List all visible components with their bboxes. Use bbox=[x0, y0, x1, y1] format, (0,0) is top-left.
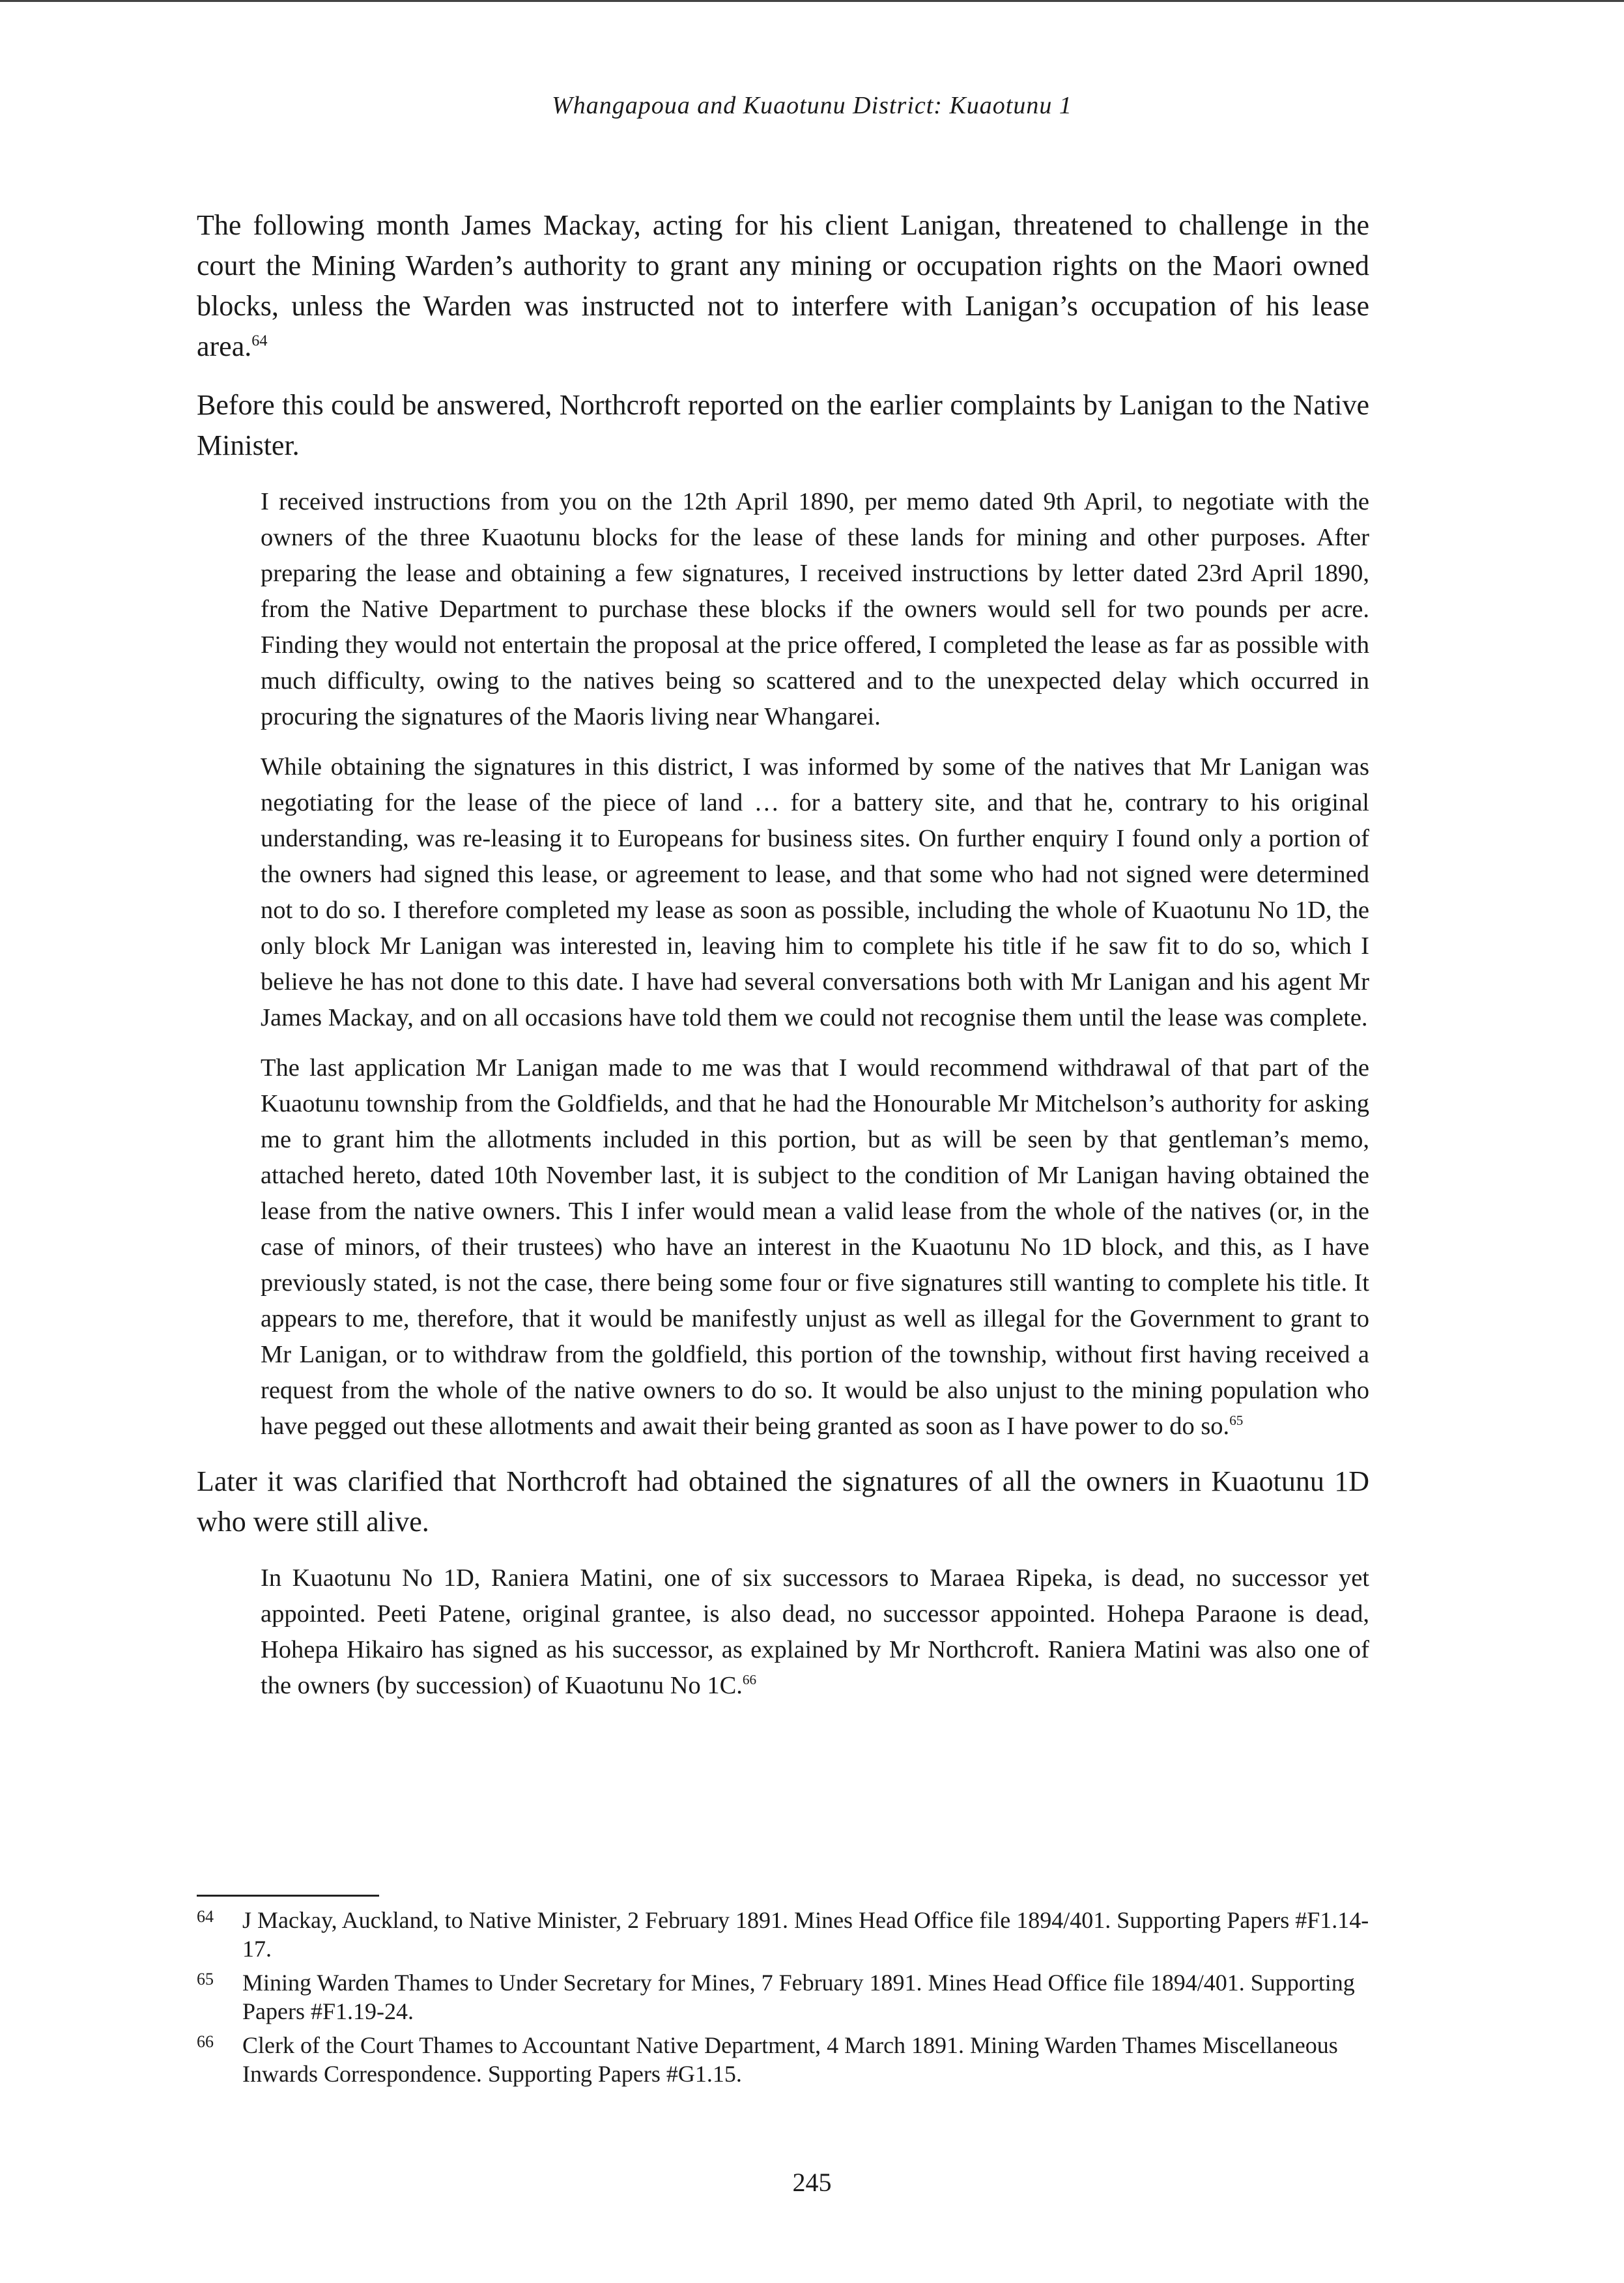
body-paragraph: Later it was clarified that Northcroft had obtained the signatures of all the owners in Kuaotunu 1D who were still alive. bbox=[197, 1465, 1369, 1538]
quote-text: In Kuaotunu No 1D, Raniera Matini, one of six successors to Maraea Ripeka, is dead, no successor yet appointed. Peeti Patene, original grantee, is also dead, no successor appointed. Hohepa Paraone is dead, Hohepa Hikairo has signed as his successor, as explained by Mr Northcroft. Raniera Matini was also one of the owners (by succession) of Kuaotunu No 1C. bbox=[261, 1564, 1369, 1699]
footnotes bbox=[197, 1906, 1369, 2093]
footnote-ref[interactable]: 65 bbox=[1229, 1413, 1244, 1429]
block-quote bbox=[261, 484, 1369, 1444]
quote-paragraph: I received instructions from you on the 12th April 1890, per memo dated 9th April, to negotiate with the owners of the three Kuaotunu blocks for the lease of these lands for mining and other purposes. After preparing the lease and obtaining a few signatures, I received instructions by letter dated 23rd April 1890, from the Native Department to purchase these blocks if the owners would sell for two pounds per acre. Finding they would not entertain the proposal at the price offered, I completed the lease as far as possible with much difficulty, owing to the natives being so scattered and to the unexpected delay which occurred in procuring the signatures of the Maoris living near Whangarei. bbox=[261, 488, 1369, 730]
footnote-number: 64 bbox=[197, 1907, 214, 1926]
footnote-separator bbox=[197, 1895, 379, 1897]
quote-paragraph: While obtaining the signatures in this district, I was informed by some of the natives that Mr Lanigan was negotiating for the lease of the piece of land … for a battery site, and that he, contrary to his original understanding, was re-leasing it to Europeans for business sites. On further enquiry I found only a portion of the owners had signed this lease, or agreement to lease, and that some who had not signed were determined not to do so. I therefore completed my lease as soon as possible, including the whole of Kuaotunu No 1D, the only block Mr Lanigan was interested in, leaving him to complete his title if he saw fit to do so, which I believe he has not done to this date. I have had several conversations both with Mr Lanigan and his agent Mr James Mackay, and on all occasions have told them we could not recognise them until the lease was complete. bbox=[261, 753, 1369, 1031]
footnote-text: Clerk of the Court Thames to Accountant Native Department, 4 March 1891. Mining Warden Thames Miscellaneous Inwards Correspondence. Supporting Papers #G1.15. bbox=[242, 2032, 1338, 2087]
body-paragraph bbox=[197, 205, 1369, 367]
footnote-ref[interactable]: 66 bbox=[742, 1672, 757, 1688]
footnote-number: 65 bbox=[197, 1970, 214, 1989]
running-head: Whangapoua and Kuaotunu District: Kuaotunu 1 bbox=[552, 92, 1072, 119]
footnote bbox=[197, 1968, 1369, 2026]
footnote-ref[interactable]: 64 bbox=[251, 332, 268, 350]
paragraph-text: The following month James Mackay, acting for his client Lanigan, threatened to challenge in the court the Mining Warden’s authority to grant any mining or occupation rights on the Maori owned blocks, unless the Warden was instructed not to interfere with Lanigan’s occupation of his lease area. bbox=[197, 209, 1369, 362]
block-quote bbox=[261, 1560, 1369, 1704]
quote-paragraph bbox=[261, 1560, 1369, 1704]
footnote-text: J Mackay, Auckland, to Native Minister, 2 February 1891. Mines Head Office file 1894/401. Supporting Papers #F1.14-17. bbox=[242, 1907, 1369, 1962]
body-paragraph: Before this could be answered, Northcroft reported on the earlier complaints by Lanigan to the Native Minister. bbox=[197, 389, 1369, 461]
page-body bbox=[197, 205, 1369, 1721]
top-border-rule bbox=[0, 0, 1624, 2]
quote-paragraph bbox=[261, 1050, 1369, 1444]
footnote-number: 66 bbox=[197, 2032, 214, 2051]
footnote-text: Mining Warden Thames to Under Secretary for Mines, 7 February 1891. Mines Head Office file 1894/401. Supporting Papers #F1.19-24. bbox=[242, 1970, 1355, 2024]
footnote bbox=[197, 2031, 1369, 2088]
page-number: 245 bbox=[792, 2168, 832, 2197]
quote-text: The last application Mr Lanigan made to me was that I would recommend withdrawal of that part of the Kuaotunu township from the Goldfields, and that he had the Honourable Mr Mitchelson’s authority for asking me to grant him the allotments included in this portion, but as will be seen by that gentleman’s memo, attached hereto, dated 10th November last, it is subject to the condition of Mr Lanigan having obtained the lease from the native owners. This I infer would mean a valid lease from the whole of the natives (or, in the case of minors, of their trustees) who have an interest in the Kuaotunu No 1D block, and this, as I have previously stated, is not the case, there being some four or five signatures still wanting to complete his title. It appears to me, therefore, that it would be manifestly unjust as well as illegal for the Government to grant to Mr Lanigan, or to withdraw from the goldfield, this portion of the township, without first having received a request from the whole of the native owners to do so. It would be also unjust to the mining population who have pegged out these allotments and await their being granted as soon as I have power to do so. bbox=[261, 1054, 1369, 1440]
footnote bbox=[197, 1906, 1369, 1963]
